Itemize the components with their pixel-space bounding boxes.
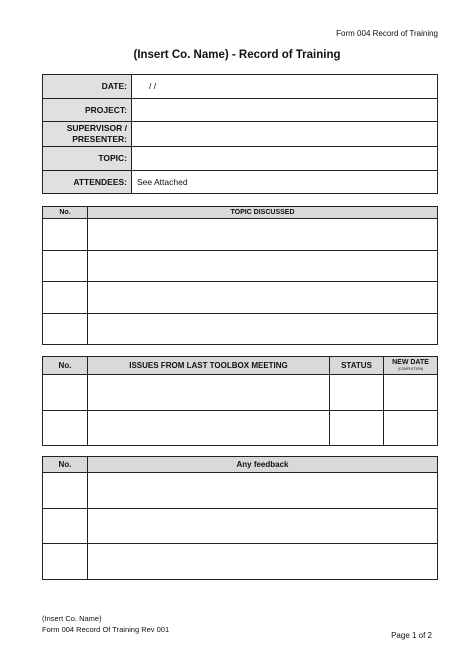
status-cell[interactable]	[330, 410, 384, 446]
issue-cell[interactable]	[88, 410, 330, 446]
project-row	[43, 98, 438, 122]
no-cell[interactable]	[43, 375, 88, 411]
issues-col-no: No.	[43, 357, 88, 375]
table-row	[43, 250, 438, 282]
new-date-cell[interactable]	[384, 410, 438, 446]
new-date-cell[interactable]	[384, 375, 438, 411]
issues-col-status: STATUS	[330, 357, 384, 375]
form-reference: Form 004 Record of Training	[336, 29, 438, 38]
table-row	[43, 544, 438, 580]
topics-col-no: No.	[43, 207, 88, 219]
no-cell[interactable]	[43, 410, 88, 446]
topics-header-row	[43, 207, 438, 219]
new-date-label: NEW DATE	[392, 359, 429, 366]
table-row	[43, 375, 438, 411]
info-table	[42, 74, 438, 194]
footer-page-number: Page 1 of 2	[391, 631, 432, 640]
issues-col-new-date	[384, 357, 438, 375]
date-value: / /	[149, 81, 157, 92]
table-row	[43, 410, 438, 446]
table-row	[43, 282, 438, 314]
table-row	[43, 473, 438, 509]
topic-cell[interactable]	[88, 250, 438, 282]
no-cell[interactable]	[43, 250, 88, 282]
feedback-header-row	[43, 457, 438, 473]
table-row	[43, 219, 438, 251]
date-field[interactable]	[132, 75, 438, 99]
no-cell[interactable]	[43, 313, 88, 345]
issues-table	[42, 356, 438, 446]
feedback-table	[42, 456, 438, 580]
attendees-label: ATTENDEES:	[43, 170, 132, 194]
no-cell[interactable]	[43, 282, 88, 314]
footer-company: (Insert Co. Name)	[42, 614, 102, 623]
topic-cell[interactable]	[88, 313, 438, 345]
topic-cell[interactable]	[88, 282, 438, 314]
supervisor-label-line2: PRESENTER:	[72, 134, 127, 144]
no-cell[interactable]	[43, 544, 88, 580]
supervisor-row	[43, 122, 438, 147]
attendees-row	[43, 170, 438, 194]
footer-form-rev: Form 004 Record Of Training Rev 001	[42, 625, 170, 634]
supervisor-label-line1: SUPERVISOR /	[66, 123, 127, 133]
new-date-sublabel: (COMPLETION)	[397, 367, 424, 371]
table-row	[43, 313, 438, 345]
date-label: DATE:	[43, 75, 132, 99]
feedback-col-no: No.	[43, 457, 88, 473]
supervisor-field[interactable]	[132, 122, 438, 147]
attendees-field[interactable]: See Attached	[132, 170, 438, 194]
topic-row	[43, 147, 438, 171]
table-row	[43, 508, 438, 544]
topic-label: TOPIC:	[43, 147, 132, 171]
feedback-cell[interactable]	[88, 544, 438, 580]
date-row	[43, 75, 438, 99]
no-cell[interactable]	[43, 508, 88, 544]
topic-field[interactable]	[132, 147, 438, 171]
document-title: (Insert Co. Name) - Record of Training	[133, 49, 341, 61]
feedback-col-feedback: Any feedback	[88, 457, 438, 473]
topics-col-topic: TOPIC DISCUSSED	[88, 207, 438, 219]
feedback-cell[interactable]	[88, 473, 438, 509]
supervisor-label	[43, 122, 132, 147]
project-label: PROJECT:	[43, 98, 132, 122]
topic-cell[interactable]	[88, 219, 438, 251]
issues-col-issues: ISSUES FROM LAST TOOLBOX MEETING	[88, 357, 330, 375]
issue-cell[interactable]	[88, 375, 330, 411]
project-field[interactable]	[132, 98, 438, 122]
no-cell[interactable]	[43, 473, 88, 509]
status-cell[interactable]	[330, 375, 384, 411]
no-cell[interactable]	[43, 219, 88, 251]
topics-table	[42, 206, 438, 345]
issues-header-row	[43, 357, 438, 375]
feedback-cell[interactable]	[88, 508, 438, 544]
